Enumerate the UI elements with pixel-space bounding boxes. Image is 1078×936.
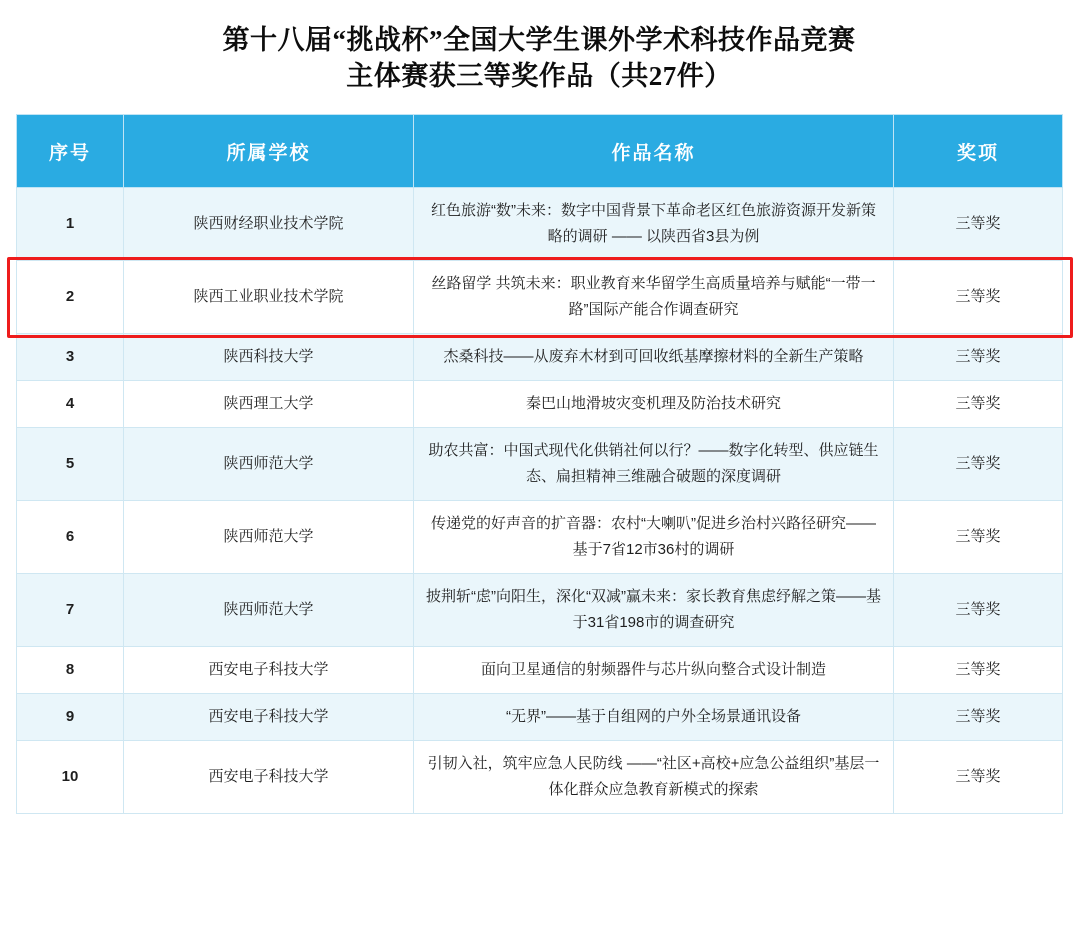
cell-school: 陕西师范大学 xyxy=(124,501,414,574)
cell-index: 5 xyxy=(17,428,124,501)
table-row xyxy=(17,647,1063,694)
column-header-school: 所属学校 xyxy=(124,115,414,188)
cell-school: 陕西师范大学 xyxy=(124,428,414,501)
table-row xyxy=(17,428,1063,501)
table-row xyxy=(17,188,1063,261)
cell-work: “无界”——基于自组网的户外全场景通讯设备 xyxy=(414,694,894,741)
cell-work: 传递党的好声音的扩音器：农村“大喇叭”促进乡治村兴路径研究——基于7省12市36村的调研 xyxy=(414,501,894,574)
column-header-index: 序号 xyxy=(17,115,124,188)
table-row xyxy=(17,381,1063,428)
cell-work: 丝路留学 共筑未来：职业教育来华留学生高质量培养与赋能“一带一路”国际产能合作调查研究 xyxy=(414,261,894,334)
cell-school: 陕西财经职业技术学院 xyxy=(124,188,414,261)
table-row xyxy=(17,741,1063,814)
cell-award: 三等奖 xyxy=(894,501,1063,574)
cell-work: 披荆斩“虑”向阳生，深化“双减”赢未来：家长教育焦虑纾解之策——基于31省198市的调查研究 xyxy=(414,574,894,647)
title-line-1: 第十八届“挑战杯”全国大学生课外学术科技作品竞赛 xyxy=(222,25,856,55)
cell-award: 三等奖 xyxy=(894,428,1063,501)
awards-table-container xyxy=(16,114,1062,814)
cell-award: 三等奖 xyxy=(894,261,1063,334)
cell-work: 面向卫星通信的射频器件与芯片纵向整合式设计制造 xyxy=(414,647,894,694)
cell-school: 陕西理工大学 xyxy=(124,381,414,428)
cell-work: 杰桑科技——从废弃木材到可回收纸基摩擦材料的全新生产策略 xyxy=(414,334,894,381)
cell-award: 三等奖 xyxy=(894,694,1063,741)
cell-work: 红色旅游“数”未来：数字中国背景下革命老区红色旅游资源开发新策略的调研 —— 以陕西省3县为例 xyxy=(414,188,894,261)
table-header-row xyxy=(17,115,1063,188)
column-header-work: 作品名称 xyxy=(414,115,894,188)
cell-index: 6 xyxy=(17,501,124,574)
cell-index: 10 xyxy=(17,741,124,814)
cell-index: 9 xyxy=(17,694,124,741)
table-row xyxy=(17,574,1063,647)
cell-school: 西安电子科技大学 xyxy=(124,741,414,814)
cell-school: 西安电子科技大学 xyxy=(124,647,414,694)
cell-school: 陕西工业职业技术学院 xyxy=(124,261,414,334)
table-row xyxy=(17,334,1063,381)
title-line-2: 主体赛获三等奖作品（共27件） xyxy=(346,61,732,91)
cell-work: 引韧入社，筑牢应急人民防线 ——“社区+高校+应急公益组织”基层一体化群众应急教育新模式的探索 xyxy=(414,741,894,814)
cell-index: 8 xyxy=(17,647,124,694)
cell-school: 西安电子科技大学 xyxy=(124,694,414,741)
cell-index: 4 xyxy=(17,381,124,428)
table-row xyxy=(17,261,1063,334)
cell-award: 三等奖 xyxy=(894,334,1063,381)
cell-award: 三等奖 xyxy=(894,188,1063,261)
cell-school: 陕西师范大学 xyxy=(124,574,414,647)
table-header xyxy=(17,115,1063,188)
table-body xyxy=(17,188,1063,814)
cell-award: 三等奖 xyxy=(894,741,1063,814)
cell-index: 3 xyxy=(17,334,124,381)
cell-award: 三等奖 xyxy=(894,381,1063,428)
cell-work: 秦巴山地滑坡灾变机理及防治技术研究 xyxy=(414,381,894,428)
cell-index: 2 xyxy=(17,261,124,334)
cell-award: 三等奖 xyxy=(894,574,1063,647)
table-row xyxy=(17,501,1063,574)
cell-school: 陕西科技大学 xyxy=(124,334,414,381)
cell-index: 1 xyxy=(17,188,124,261)
cell-index: 7 xyxy=(17,574,124,647)
column-header-award: 奖项 xyxy=(894,115,1063,188)
table-row xyxy=(17,694,1063,741)
awards-table xyxy=(16,114,1063,814)
cell-award: 三等奖 xyxy=(894,647,1063,694)
page-title xyxy=(0,0,1078,106)
cell-work: 助农共富：中国式现代化供销社何以行？——数字化转型、供应链生态、扁担精神三维融合破题的深度调研 xyxy=(414,428,894,501)
